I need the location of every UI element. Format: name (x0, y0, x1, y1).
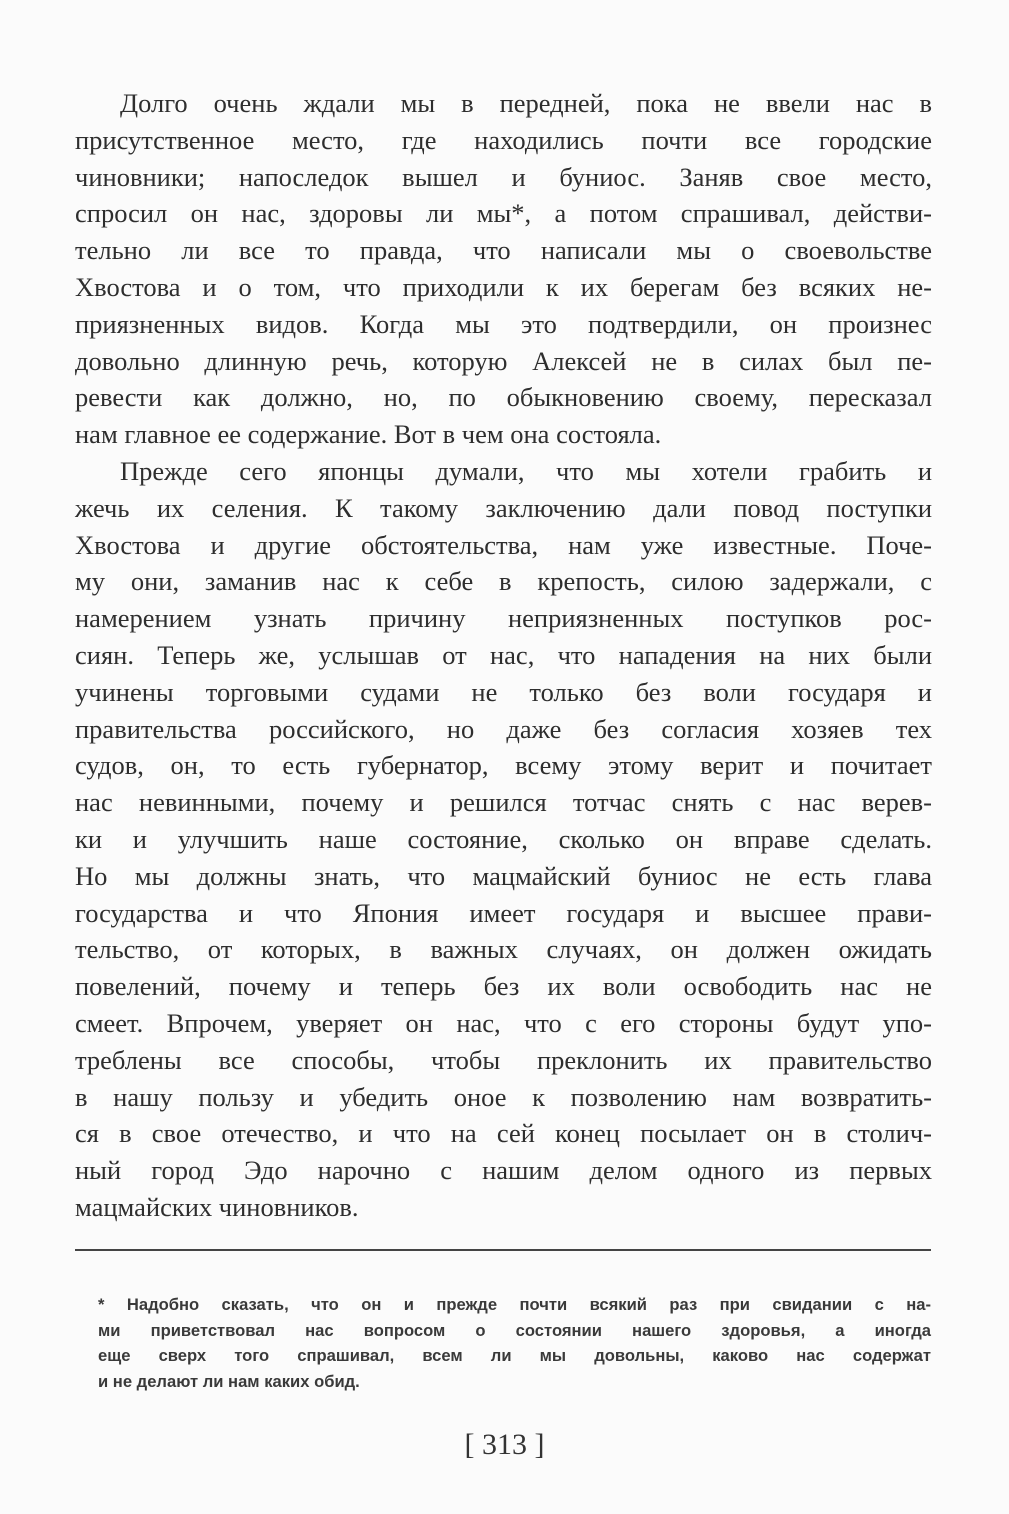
text-line: нас невинными, почему и решился тотчас снять с нас верев- (75, 787, 932, 818)
text-line: Но мы должны знать, что мацмайский буниос не есть глава (75, 860, 932, 891)
text-line: Прежде сего японцы думали, что мы хотели грабить и (120, 455, 932, 486)
text-line: ный город Эдо нарочно с нашим делом одного из первых (75, 1155, 932, 1186)
text-line: жечь их селения. К такому заключению дали повод поступки (75, 492, 932, 523)
footnote-line: * Надобно сказать, что он и прежде почти всякий раз при свидании с на- (98, 1295, 931, 1314)
text-line: чиновники; напоследок вышел и буниос. Заняв свое место, (75, 161, 932, 192)
text-line: присутственное место, где находились почти все городские (75, 124, 932, 155)
text-line: учинены торговыми судами не только без воли государя и (75, 676, 932, 707)
text-line: ся в свое отечество, и что на сей конец посылает он в столич- (75, 1118, 932, 1149)
text-line: повелений, почему и теперь без их воли освободить нас не (75, 971, 932, 1002)
footnote (98, 1292, 931, 1394)
text-line: ревести как должно, но, по обыкновению своему, пересказал (75, 382, 932, 413)
body-text (75, 85, 932, 1226)
text-line: приязненных видов. Когда мы это подтвердили, он произнес (75, 308, 932, 339)
text-line: треблены все способы, чтобы преклонить их правительство (75, 1044, 932, 1075)
footnote-divider (75, 1249, 931, 1251)
text-line: Долго очень ждали мы в передней, пока не ввели нас в (120, 88, 932, 118)
text-line: довольно длинную речь, которую Алексей не в силах был пе- (75, 345, 932, 376)
text-line: правительства российского, но даже без согласия хозяев тех (75, 713, 932, 744)
text-line: намерением узнать причину неприязненных поступков рос- (75, 603, 932, 634)
text-line: му они, заманив нас к себе в крепость, силою задержали, с (75, 566, 932, 597)
text-line: судов, он, то есть губернатор, всему этому верит и почитает (75, 750, 932, 781)
text-line: в нашу пользу и убедить оное к позволению нам возвратить- (75, 1081, 932, 1112)
footnote-line: еще сверх того спрашивал, всем ли мы довольны, каково нас содержат (98, 1346, 931, 1365)
paragraph (75, 453, 932, 1226)
text-line: государства и что Япония имеет государя и высшее прави- (75, 897, 932, 928)
text-line: мацмайских чиновников. (75, 1191, 359, 1222)
footnote-line: и не делают ли нам каких обид. (98, 1371, 360, 1391)
text-line: сиян. Теперь же, услышав от нас, что нападения на них были (75, 639, 932, 670)
text-line: тельство, от которых, в важных случаях, он должен ожидать (75, 934, 932, 965)
text-line: смеет. Впрочем, уверяет он нас, что с его стороны будут упо- (75, 1007, 932, 1038)
text-line: Хвостова и о том, что приходили к их берегам без всяких не- (75, 271, 932, 302)
text-line: ки и улучшить наше состояние, сколько он вправе сделать. (75, 823, 932, 854)
paragraph (75, 85, 932, 453)
text-line: тельно ли все то правда, что написали мы о своевольстве (75, 235, 932, 266)
text-line: спросил он нас, здоровы ли мы*, а потом спрашивал, действи- (75, 198, 932, 229)
page-number: [ 313 ] (464, 1428, 545, 1461)
text-line: Хвостова и другие обстоятельства, нам уже известные. Поче- (75, 529, 932, 560)
footnote-line: ми приветствовал нас вопросом о состоянии нашего здоровья, а иногда (98, 1320, 931, 1340)
text-line: нам главное ее содержание. Вот в чем она состояла. (75, 419, 662, 450)
